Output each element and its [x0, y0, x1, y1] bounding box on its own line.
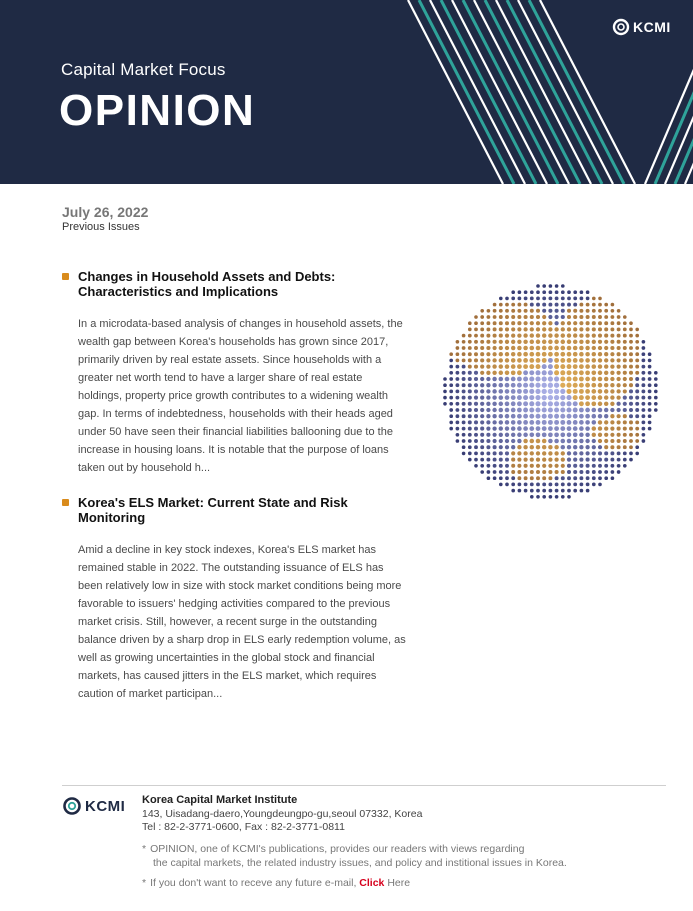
article-title-line: Characteristics and Implications [78, 284, 279, 299]
note-star: * [142, 843, 147, 855]
article-headline-link[interactable] [78, 269, 407, 299]
kcmi-logo-icon [62, 796, 82, 816]
footer-logo[interactable] [62, 796, 125, 816]
footer-publication-note [142, 842, 567, 870]
article-item [62, 269, 407, 477]
page-title: OPINION [59, 86, 256, 135]
footer-logo-text: KCMI [85, 797, 126, 815]
issue-date: July 26, 2022 [62, 204, 149, 220]
unsubscribe-click-link[interactable]: Click [359, 877, 385, 889]
footer-divider [62, 785, 666, 786]
unsubscribe-text: If you don't want to receve any future e-mail, [150, 877, 357, 889]
article-summary[interactable]: In a microdata-based analysis of changes in household assets, the wealth gap between Korea's households has grown since 2017, primarily driven by real estate assets. Since households with a greater net worth tend to have a larger share of real estate holdings, property price growth contributes to a widening wealth gap. In terms of indebtedness, households with their heads aged under 50 have seen their financial liabilities ballooning due to the increase in housing loans. It is notable that the purpose of loans taken out by household h... [78, 318, 403, 474]
bullet-icon [62, 273, 69, 280]
previous-issues-link[interactable]: Previous Issues [62, 221, 140, 233]
note-star: * [142, 877, 147, 889]
header-logo-text: KCMI [633, 19, 671, 35]
header-logo[interactable] [612, 16, 671, 38]
footer-contact: Tel : 82-2-3771-0600, Fax : 82-2-3771-0811 [142, 821, 345, 833]
header-kicker: Capital Market Focus [61, 60, 226, 79]
bullet-icon [62, 499, 69, 506]
footer-address: 143, Uisadang-daero,Youngdeungpo-gu,seoul 07332, Korea [142, 808, 423, 820]
article-title-line: Changes in Household Assets and Debts: [78, 269, 336, 284]
unsubscribe-here-text: Here [387, 877, 411, 889]
article-title-line: Korea's ELS Market: Current State and Risk [78, 495, 348, 510]
article-item [62, 495, 407, 703]
dotted-globe-illustration [442, 283, 660, 501]
article-headline-link[interactable] [78, 495, 407, 525]
note-line: OPINION, one of KCMI's publications, provides our readers with views regarding [150, 843, 525, 855]
footer-unsubscribe-note [142, 876, 410, 890]
header-banner [0, 0, 693, 184]
article-summary[interactable]: Amid a decline in key stock indexes, Korea's ELS market has remained stable in 2022. The outstanding issuance of ELS has been relatively low in size with stock market conditions being more favorable to issuers' hedging activities compared to the previous market crisis. Still, however, a recent surge in the outstanding balance driven by a sharp drop in ELS early redemption volume, as well as growing uncertainties in the global stock and financial markets, has caused jitters in the ELS market, which requires caution of market participan... [78, 544, 406, 700]
article-title-line: Monitoring [78, 510, 146, 525]
note-line: the capital markets, the related industry issues, and policy and institional issues in Korea. [153, 857, 567, 869]
footer-org-name: Korea Capital Market Institute [142, 794, 298, 806]
kcmi-logo-icon [612, 18, 630, 36]
